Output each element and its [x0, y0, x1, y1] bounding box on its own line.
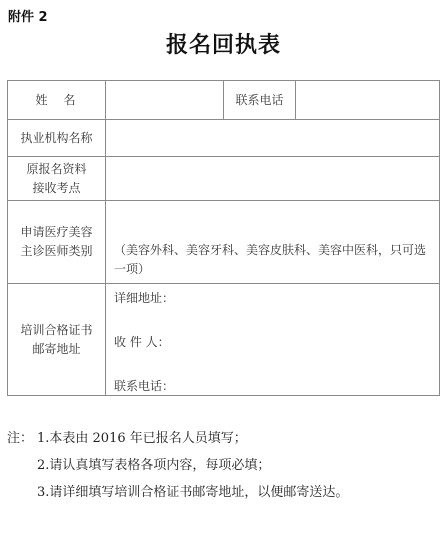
category-label-line1: 申请医疗美容 [20, 225, 93, 239]
recipient-label: 收 件 人： [114, 335, 170, 349]
contact-phone-label: 联系电话： [114, 379, 175, 393]
institution-field[interactable] [106, 120, 440, 157]
name-label: 姓 名 [8, 81, 106, 120]
category-field[interactable] [106, 201, 440, 284]
phone-label: 联系电话 [224, 81, 296, 120]
note-item: 1.本表由 2016 年已报名人员填写； [37, 431, 247, 446]
mailing-label-line2: 邮寄地址 [32, 341, 81, 356]
note-row [7, 479, 441, 506]
mailing-label-line1: 培训合格证书 [20, 322, 93, 337]
exam-point-field[interactable] [106, 157, 440, 201]
institution-label: 执业机构名称 [8, 120, 106, 157]
phone-field[interactable] [296, 81, 440, 120]
registration-form-table [7, 80, 440, 396]
note-item: 3.请详细填写培训合格证书邮寄地址，以便邮寄送达。 [37, 485, 349, 500]
category-label-line2: 主诊医师类别 [20, 244, 93, 258]
attachment-label: 附件 2 [8, 10, 48, 25]
name-field[interactable] [106, 81, 224, 120]
note-row [7, 452, 441, 479]
notes-prefix: 注： [7, 431, 34, 446]
category-hint: （美容外科、美容牙科、美容皮肤科、美容中医科，只可选一项） [114, 243, 427, 276]
note-item: 2.请认真填写表格各项内容，每项必填； [37, 458, 271, 473]
exam-point-label [8, 157, 106, 201]
form-title: 报名回执表 [165, 32, 281, 58]
exam-point-label-line2: 接收考点 [32, 180, 81, 195]
address-label: 详细地址： [114, 291, 175, 305]
notes-section [7, 425, 441, 506]
category-label [8, 201, 106, 284]
mailing-address-field[interactable] [106, 284, 440, 396]
note-row [7, 425, 441, 452]
mailing-label [8, 284, 106, 396]
exam-point-label-line1: 原报名资料 [26, 161, 87, 176]
